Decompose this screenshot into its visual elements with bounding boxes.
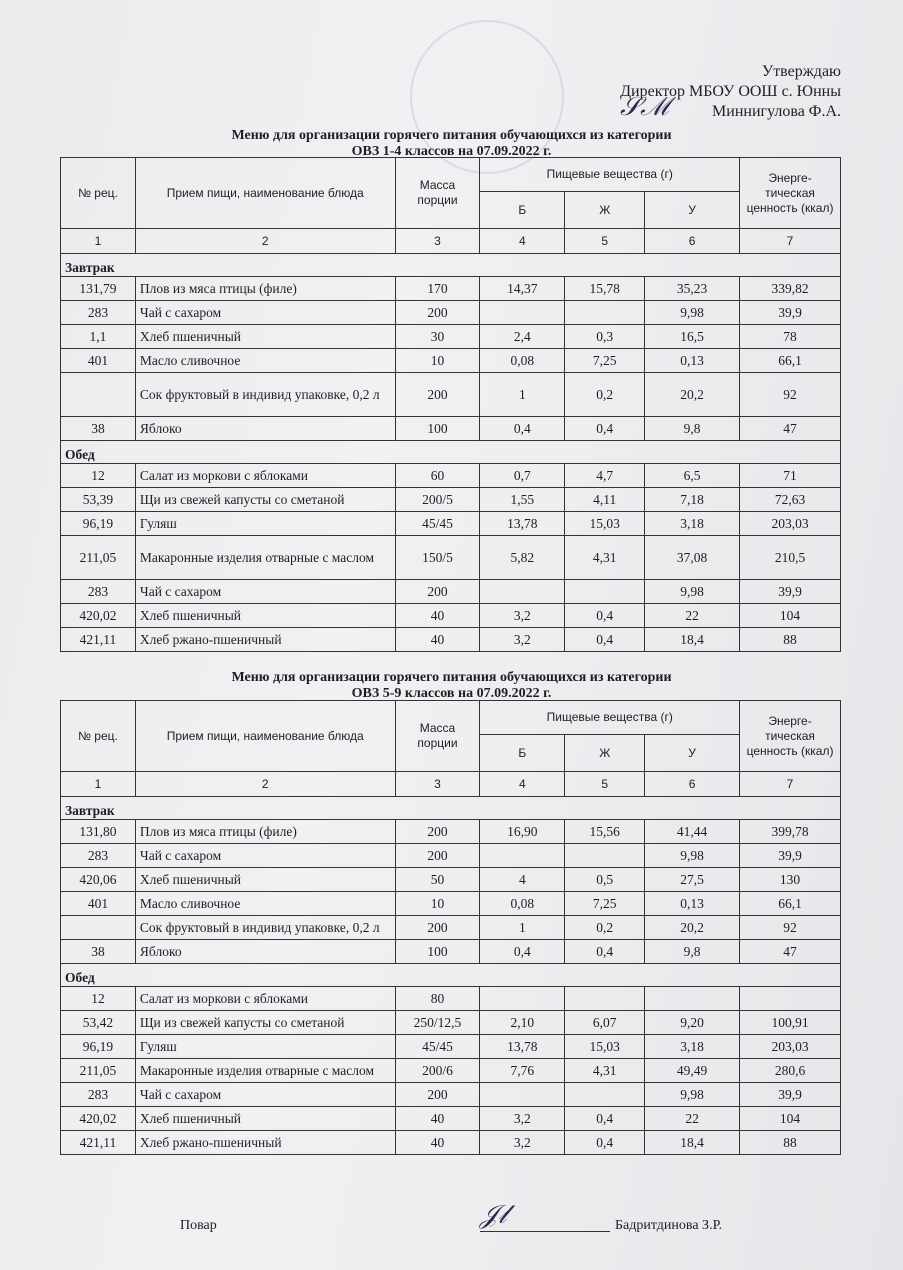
fat: 0,4 (565, 604, 645, 628)
carbs: 20,2 (645, 373, 740, 417)
energy: 100,91 (740, 1011, 841, 1035)
dish-name: Хлеб ржано-пшеничный (135, 1131, 395, 1155)
fat (565, 987, 645, 1011)
portion-mass: 10 (395, 349, 480, 373)
fat: 0,4 (565, 417, 645, 441)
carbs: 18,4 (645, 1131, 740, 1155)
energy: 71 (740, 464, 841, 488)
header-recipe-number: № рец. (61, 158, 136, 229)
carbs (645, 987, 740, 1011)
column-number: 5 (565, 772, 645, 797)
fat (565, 844, 645, 868)
header-dish-name: Прием пищи, наименование блюда (135, 701, 395, 772)
recipe-number: 12 (61, 987, 136, 1011)
table-row (61, 1011, 841, 1035)
recipe-number: 53,42 (61, 1011, 136, 1035)
column-number: 4 (480, 229, 565, 254)
dish-name: Сок фруктовый в индивид упаковке, 0,2 л (135, 916, 395, 940)
dish-name: Масло сливочное (135, 892, 395, 916)
approval-position: Директор МБОУ ООШ с. Юнны (620, 83, 841, 100)
column-number: 2 (135, 229, 395, 254)
recipe-number: 420,02 (61, 1107, 136, 1131)
portion-mass: 10 (395, 892, 480, 916)
protein: 0,4 (480, 417, 565, 441)
header-energy: Энерге-тическая ценность (ккал) (740, 701, 841, 772)
recipe-number: 283 (61, 844, 136, 868)
table-row (61, 464, 841, 488)
protein: 3,2 (480, 1131, 565, 1155)
portion-mass: 200 (395, 1083, 480, 1107)
fat: 0,4 (565, 1107, 645, 1131)
section-row (61, 797, 841, 820)
carbs: 9,8 (645, 940, 740, 964)
header-zh: Ж (565, 192, 645, 229)
recipe-number: 12 (61, 464, 136, 488)
protein: 1 (480, 373, 565, 417)
column-number-row (61, 229, 841, 254)
column-number: 4 (480, 772, 565, 797)
dish-name: Хлеб пшеничный (135, 325, 395, 349)
table-row (61, 1035, 841, 1059)
carbs: 9,98 (645, 580, 740, 604)
header-u: У (645, 735, 740, 772)
recipe-number: 96,19 (61, 1035, 136, 1059)
header-energy: Энерге-тическая ценность (ккал) (740, 158, 841, 229)
section-title: Завтрак (61, 797, 841, 820)
protein: 2,10 (480, 1011, 565, 1035)
portion-mass: 60 (395, 464, 480, 488)
protein: 16,90 (480, 820, 565, 844)
table-row (61, 580, 841, 604)
header-row (61, 158, 841, 192)
portion-mass: 100 (395, 417, 480, 441)
protein: 0,08 (480, 892, 565, 916)
dish-name: Сок фруктовый в индивид упаковке, 0,2 л (135, 373, 395, 417)
recipe-number: 53,39 (61, 488, 136, 512)
header-b: Б (480, 735, 565, 772)
dish-name: Масло сливочное (135, 349, 395, 373)
protein (480, 1083, 565, 1107)
energy: 72,63 (740, 488, 841, 512)
column-number: 5 (565, 229, 645, 254)
approval-name: Миннигулова Ф.А. (712, 103, 841, 120)
carbs: 9,20 (645, 1011, 740, 1035)
column-number: 3 (395, 229, 480, 254)
section-row (61, 964, 841, 987)
header-recipe-number: № рец. (61, 701, 136, 772)
section-row (61, 254, 841, 277)
table-row (61, 277, 841, 301)
fat: 4,11 (565, 488, 645, 512)
fat: 0,2 (565, 373, 645, 417)
table-row (61, 868, 841, 892)
section-title: Обед (61, 441, 841, 464)
portion-mass: 80 (395, 987, 480, 1011)
recipe-number: 38 (61, 940, 136, 964)
protein: 2,4 (480, 325, 565, 349)
approval-title: Утверждаю (761, 63, 841, 80)
energy: 66,1 (740, 892, 841, 916)
column-number: 6 (645, 772, 740, 797)
protein: 5,82 (480, 536, 565, 580)
portion-mass: 45/45 (395, 512, 480, 536)
dish-name: Макаронные изделия отварные с маслом (135, 1059, 395, 1083)
portion-mass: 100 (395, 940, 480, 964)
protein: 13,78 (480, 1035, 565, 1059)
table-row (61, 373, 841, 417)
carbs: 3,18 (645, 1035, 740, 1059)
column-number: 2 (135, 772, 395, 797)
table-row (61, 1131, 841, 1155)
header-portion-mass: Масса порции (395, 701, 480, 772)
energy: 39,9 (740, 1083, 841, 1107)
protein: 0,08 (480, 349, 565, 373)
table-row (61, 512, 841, 536)
table-row (61, 892, 841, 916)
fat: 15,78 (565, 277, 645, 301)
protein: 4 (480, 868, 565, 892)
cook-signature: 𝒥𝓁 (480, 1200, 610, 1232)
fat: 15,03 (565, 1035, 645, 1059)
fat: 4,31 (565, 536, 645, 580)
recipe-number (61, 916, 136, 940)
table-row (61, 604, 841, 628)
header-zh: Ж (565, 735, 645, 772)
fat: 4,7 (565, 464, 645, 488)
protein: 13,78 (480, 512, 565, 536)
cook-label: Повар (180, 1218, 217, 1233)
recipe-number: 421,11 (61, 1131, 136, 1155)
energy: 88 (740, 628, 841, 652)
energy (740, 987, 841, 1011)
cook-name: Бадритдинова З.Р. (615, 1218, 723, 1233)
menu1-title-line2: ОВЗ 1-4 классов на 07.09.2022 г. (351, 144, 552, 159)
recipe-number: 131,80 (61, 820, 136, 844)
menu1-title (0, 128, 903, 160)
table-row (61, 1107, 841, 1131)
protein (480, 844, 565, 868)
fat: 7,25 (565, 349, 645, 373)
carbs: 18,4 (645, 628, 740, 652)
table-row (61, 536, 841, 580)
carbs: 3,18 (645, 512, 740, 536)
protein (480, 987, 565, 1011)
fat: 0,4 (565, 1131, 645, 1155)
dish-name: Щи из свежей капусты со сметаной (135, 1011, 395, 1035)
portion-mass: 45/45 (395, 1035, 480, 1059)
dish-name: Щи из свежей капусты со сметаной (135, 488, 395, 512)
energy: 130 (740, 868, 841, 892)
energy: 104 (740, 604, 841, 628)
energy: 210,5 (740, 536, 841, 580)
fat: 15,03 (565, 512, 645, 536)
carbs: 0,13 (645, 892, 740, 916)
portion-mass: 40 (395, 628, 480, 652)
table-row (61, 940, 841, 964)
protein: 7,76 (480, 1059, 565, 1083)
carbs: 7,18 (645, 488, 740, 512)
carbs: 41,44 (645, 820, 740, 844)
fat: 0,5 (565, 868, 645, 892)
fat: 0,4 (565, 940, 645, 964)
recipe-number: 401 (61, 349, 136, 373)
dish-name: Хлеб ржано-пшеничный (135, 628, 395, 652)
portion-mass: 40 (395, 1131, 480, 1155)
protein: 1 (480, 916, 565, 940)
dish-name: Чай с сахаром (135, 301, 395, 325)
menu2-title-line2: ОВЗ 5-9 классов на 07.09.2022 г. (351, 686, 552, 701)
fat: 6,07 (565, 1011, 645, 1035)
protein (480, 301, 565, 325)
recipe-number: 38 (61, 417, 136, 441)
energy: 203,03 (740, 512, 841, 536)
director-signature: 𝒮ℳ (620, 92, 670, 121)
recipe-number: 211,05 (61, 1059, 136, 1083)
dish-name: Чай с сахаром (135, 580, 395, 604)
dish-name: Чай с сахаром (135, 1083, 395, 1107)
carbs: 9,98 (645, 844, 740, 868)
dish-name: Гуляш (135, 1035, 395, 1059)
protein: 3,2 (480, 604, 565, 628)
energy: 88 (740, 1131, 841, 1155)
carbs: 49,49 (645, 1059, 740, 1083)
recipe-number: 420,06 (61, 868, 136, 892)
fat (565, 1083, 645, 1107)
energy: 47 (740, 417, 841, 441)
recipe-number: 96,19 (61, 512, 136, 536)
table-row (61, 916, 841, 940)
column-number: 1 (61, 229, 136, 254)
menu1-title-line1: Меню для организации горячего питания обучающихся из категории (231, 128, 672, 143)
portion-mass: 30 (395, 325, 480, 349)
menu2-title (0, 670, 903, 702)
fat (565, 301, 645, 325)
header-b: Б (480, 192, 565, 229)
header-dish-name: Прием пищи, наименование блюда (135, 158, 395, 229)
header-portion-mass: Масса порции (395, 158, 480, 229)
energy: 92 (740, 373, 841, 417)
portion-mass: 170 (395, 277, 480, 301)
dish-name: Яблоко (135, 417, 395, 441)
recipe-number: 283 (61, 301, 136, 325)
recipe-number: 211,05 (61, 536, 136, 580)
energy: 78 (740, 325, 841, 349)
dish-name: Плов из мяса птицы (филе) (135, 277, 395, 301)
fat: 0,4 (565, 628, 645, 652)
header-u: У (645, 192, 740, 229)
carbs: 27,5 (645, 868, 740, 892)
protein: 0,4 (480, 940, 565, 964)
carbs: 20,2 (645, 916, 740, 940)
table-row (61, 417, 841, 441)
protein: 3,2 (480, 1107, 565, 1131)
dish-name: Плов из мяса птицы (филе) (135, 820, 395, 844)
protein: 14,37 (480, 277, 565, 301)
recipe-number (61, 373, 136, 417)
carbs: 9,98 (645, 1083, 740, 1107)
dish-name: Хлеб пшеничный (135, 1107, 395, 1131)
table-row (61, 488, 841, 512)
carbs: 16,5 (645, 325, 740, 349)
table-row (61, 349, 841, 373)
portion-mass: 200/5 (395, 488, 480, 512)
table-row (61, 1059, 841, 1083)
fat: 7,25 (565, 892, 645, 916)
column-number: 7 (740, 229, 841, 254)
protein (480, 580, 565, 604)
energy: 104 (740, 1107, 841, 1131)
carbs: 9,98 (645, 301, 740, 325)
recipe-number: 1,1 (61, 325, 136, 349)
recipe-number: 283 (61, 1083, 136, 1107)
portion-mass: 250/12,5 (395, 1011, 480, 1035)
table-row (61, 301, 841, 325)
column-number: 7 (740, 772, 841, 797)
menu2-table (60, 700, 841, 1155)
dish-name: Яблоко (135, 940, 395, 964)
table-row (61, 628, 841, 652)
protein: 1,55 (480, 488, 565, 512)
energy: 203,03 (740, 1035, 841, 1059)
dish-name: Хлеб пшеничный (135, 868, 395, 892)
energy: 39,9 (740, 580, 841, 604)
menu2-title-line1: Меню для организации горячего питания обучающихся из категории (231, 670, 672, 685)
fat: 0,2 (565, 916, 645, 940)
column-number-row (61, 772, 841, 797)
column-number: 6 (645, 229, 740, 254)
energy: 39,9 (740, 844, 841, 868)
recipe-number: 420,02 (61, 604, 136, 628)
carbs: 35,23 (645, 277, 740, 301)
column-number: 1 (61, 772, 136, 797)
dish-name: Салат из моркови с яблоками (135, 464, 395, 488)
section-row (61, 441, 841, 464)
header-row (61, 701, 841, 735)
energy: 66,1 (740, 349, 841, 373)
dish-name: Хлеб пшеничный (135, 604, 395, 628)
energy: 39,9 (740, 301, 841, 325)
carbs: 6,5 (645, 464, 740, 488)
fat: 15,56 (565, 820, 645, 844)
portion-mass: 50 (395, 868, 480, 892)
section-title: Обед (61, 964, 841, 987)
portion-mass: 40 (395, 1107, 480, 1131)
energy: 47 (740, 940, 841, 964)
carbs: 22 (645, 1107, 740, 1131)
portion-mass: 200 (395, 916, 480, 940)
energy: 339,82 (740, 277, 841, 301)
recipe-number: 421,11 (61, 628, 136, 652)
table-row (61, 820, 841, 844)
portion-mass: 200 (395, 373, 480, 417)
recipe-number: 283 (61, 580, 136, 604)
carbs: 22 (645, 604, 740, 628)
table-row (61, 844, 841, 868)
carbs: 0,13 (645, 349, 740, 373)
protein: 3,2 (480, 628, 565, 652)
energy: 92 (740, 916, 841, 940)
recipe-number: 401 (61, 892, 136, 916)
carbs: 37,08 (645, 536, 740, 580)
energy: 399,78 (740, 820, 841, 844)
column-number: 3 (395, 772, 480, 797)
portion-mass: 40 (395, 604, 480, 628)
table-row (61, 987, 841, 1011)
menu1-table (60, 157, 841, 652)
dish-name: Макаронные изделия отварные с маслом (135, 536, 395, 580)
fat: 0,3 (565, 325, 645, 349)
fat: 4,31 (565, 1059, 645, 1083)
header-nutrients: Пищевые вещества (г) (480, 701, 740, 735)
dish-name: Салат из моркови с яблоками (135, 987, 395, 1011)
portion-mass: 200 (395, 820, 480, 844)
header-nutrients: Пищевые вещества (г) (480, 158, 740, 192)
section-title: Завтрак (61, 254, 841, 277)
portion-mass: 200/6 (395, 1059, 480, 1083)
fat (565, 580, 645, 604)
energy: 280,6 (740, 1059, 841, 1083)
protein: 0,7 (480, 464, 565, 488)
table-row (61, 325, 841, 349)
portion-mass: 150/5 (395, 536, 480, 580)
portion-mass: 200 (395, 301, 480, 325)
portion-mass: 200 (395, 844, 480, 868)
dish-name: Гуляш (135, 512, 395, 536)
dish-name: Чай с сахаром (135, 844, 395, 868)
table-row (61, 1083, 841, 1107)
recipe-number: 131,79 (61, 277, 136, 301)
carbs: 9,8 (645, 417, 740, 441)
portion-mass: 200 (395, 580, 480, 604)
